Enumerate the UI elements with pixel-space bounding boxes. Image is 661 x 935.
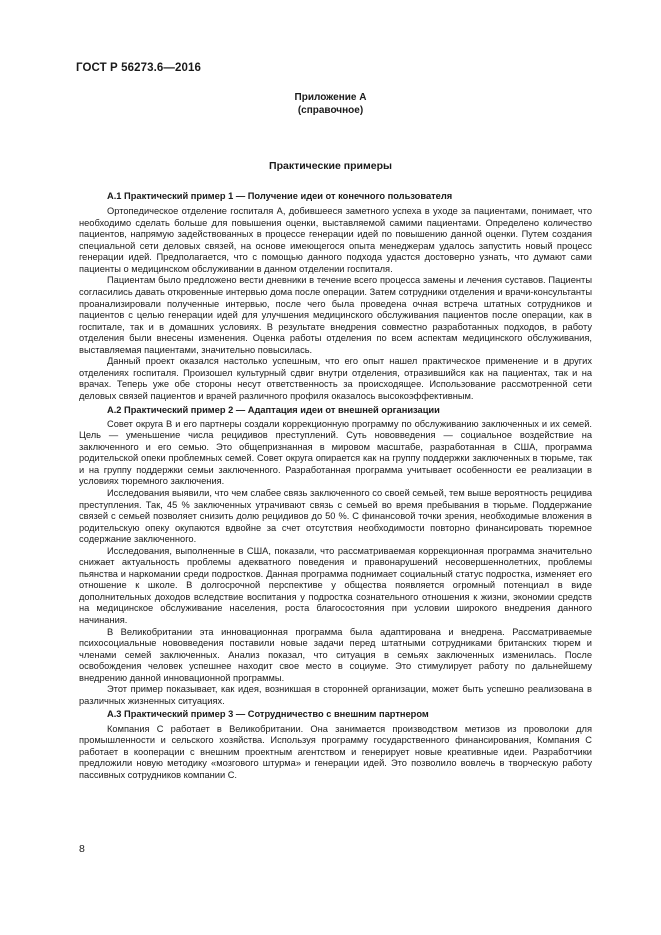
document-title: Практические примеры: [269, 160, 392, 172]
section-heading: А.1 Практический пример 1 — Получение идеи от конечного пользователя: [107, 191, 453, 201]
paragraph: Ортопедическое отделение госпиталя А, добившееся заметного успеха в уходе за пациентами, понимает, что необходимо сделать больше для повышения оценки, выставляемой самими пациентами. Определено количество пациентов, напрямую задействованных в процессе генерации идей по повышению данной оценки. Путем создания специальной сети деловых связей, на основе имеющегося опыта менеджерам удалось запустить новый процесс генерации идей. Предполагается, что с помощью данного подхода удастся достоверно узнать, что думают сами пациенты о медицинском обслуживании в данном отделении госпиталя.: [79, 206, 592, 274]
paragraph: Этот пример показывает, как идея, возникшая в сторонней организации, может быть успешно реализована в различных жизненных ситуациях.: [79, 684, 592, 706]
section-heading: А.2 Практический пример 2 — Адаптация идеи от внешней организации: [107, 404, 440, 415]
annex-title: Приложение А: [294, 92, 367, 103]
paragraph: В Великобритании эта инновационная программа была адаптирована и внедрена. Рассматриваемые психосоциальные нововведения поставили новые задачи перед штатными сотрудниками британских тюрем и членами семей заключенных. Анализ показал, что ситуация в семьях заключенных изменилась. После освобождения человек успешнее находит свое место в социуме. Это стимулирует работу по дальнейшему внедрению данной инновационной программы.: [79, 626, 592, 683]
paragraph: Исследования выявили, что чем слабее связь заключенного со своей семьей, тем выше вероятность рецидива преступления. Так, 45 % заключенных утрачивают связь с семьей во время пребывания в тюрьме. Поддержание связей с семьей позволяет снизить долю рецидивов до 50 %. С финансовой точки зрения, необходимые вложения в родительскую опеку окупаются вдвойне за счет отсутствия необходимости повторно финансировать тюремное содержание заключенного.: [79, 487, 592, 545]
paragraph: Данный проект оказался настолько успешным, что его опыт нашел практическое применение и в других отделениях госпиталя. Произошел культурный сдвиг внутри отделения, отразившийся как на пациентах, так и на врачах. Теперь уже обе стороны несут ответственность за происходящее. Использование рассмотренной сети деловых связей пациентов и врачей различного профиля оказалось высокоэффективным.: [79, 356, 592, 401]
paragraph: Пациентам было предложено вести дневники в течение всего процесса замены и лечения суставов. Пациенты согласились давать откровенные интервью дома после операции. Затем сотрудники отделения и врачи-консультанты проанализировали полученные интервью, после чего была проведена очная встреча штатных сотрудников и пациентов с целью генерации идей для улучшения медицинского обслуживания пациентов после операции, как в госпитале, так и в домашних условиях. В результате внедрения совместно разработанных подходов, в работу отделения были внесены изменения. Оценка работы отделения по всем аспектам медицинского обслуживания, выставляемая пациентами, значительно повысилась.: [79, 275, 592, 355]
document-body: [79, 190, 592, 781]
page-number: 8: [79, 843, 85, 855]
paragraph: Исследования, выполненные в США, показали, что рассматриваемая коррекционная программа значительно снижает актуальность проблемы адекватного поведения и правонарушений несовершеннолетних, проблемы пьянства и наркомании среди подростков. Данная программа поднимает социальный статус подростка, изменяет его отношение к школе. В долгосрочной перспективе у общества появляется огромный потенциал в виде дополнительных доходов вследствие воспитания у подростка сознательного отношения к жизни, экономии средств на медицинское обслуживание населения, роста благосостояния при условии широкого внедрения данного начинания.: [79, 545, 592, 625]
standard-number: ГОСТ Р 56273.6—2016: [76, 62, 201, 74]
paragraph: Компания С работает в Великобритании. Она занимается производством метизов из проволоки для промышленности и сельского хозяйства. Используя программу государственного финансирования, Компания С работает в кооперации с внешним проектным агентством и генерирует новые креативные идеи. Разработчики предложили новую методику «мозгового штурма» и генерации идей. Это позволило вовлечь в творческую работу пассивных сотрудников компании С.: [79, 723, 592, 780]
paragraph: Совет округа В и его партнеры создали коррекционную программу по обслуживанию заключенных и их семей. Цель — уменьшение числа рецидивов преступлений. Суть нововведения — социальное воздействие на заключенного и его семью. Это общепризнанная в мировом масштабе, разработанная в США, программа родительской опеки проблемных семей. Совет округа опирается как на группу поддержки заключенных в тюрьме, так и на группу поддержки семьи заключенного. Разработанная программа учитывает особенности ее реализации в условиях тюремного заключения.: [79, 418, 592, 487]
section-heading: А.3 Практический пример 3 — Сотрудничество с внешним партнером: [107, 709, 429, 720]
annex-subtitle: (справочное): [297, 105, 364, 116]
